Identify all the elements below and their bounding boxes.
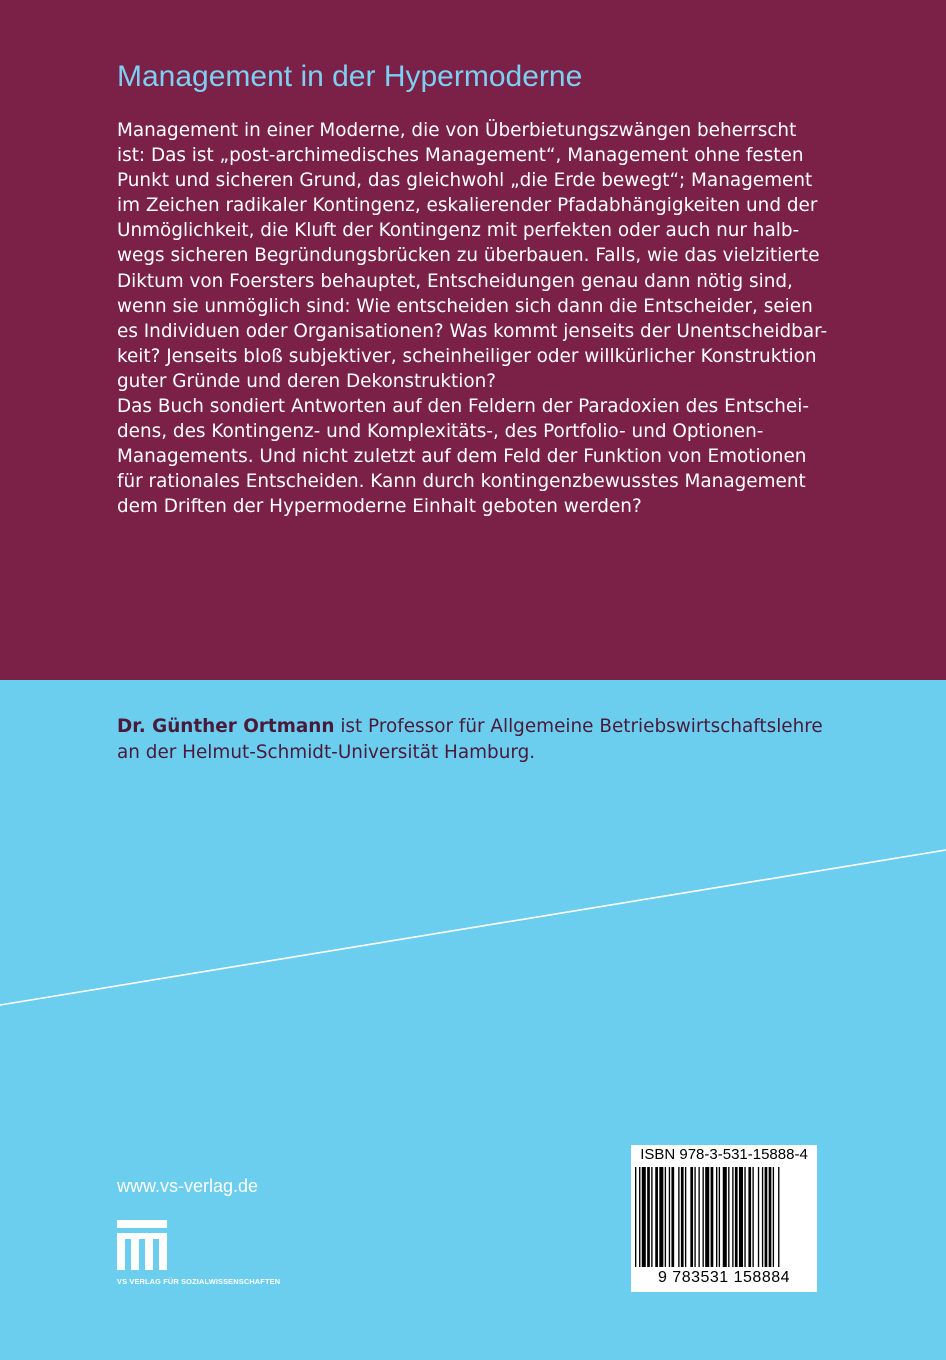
barcode-icon [635,1167,813,1267]
author-bio-line-1 [117,714,823,740]
blurb-line: Das Buch sondiert Antworten auf den Feldern der Paradoxien des Entschei- [117,396,809,418]
blurb-line: Diktum von Foersters behauptet, Entscheidungen genau dann nötig sind, [117,270,793,292]
blurb-line: im Zeichen radikaler Kontingenz, eskalierender Pfadabhängigkeiten und der [117,195,818,217]
blurb-line: dens, des Kontingenz- und Komplexitäts-, des Portfolio- und Optionen- [117,421,764,443]
blurb-line: für rationales Entscheiden. Kann durch kontingenzbewusstes Management [117,471,806,493]
blurb-line: Unmöglichkeit, die Kluft der Kontingenz mit perfekten oder auch nur halb- [117,220,800,242]
author-bio [117,714,823,765]
author-name: Dr. Günther Ortmann [117,716,335,737]
barcode-number: 9 783531 158884 [657,1269,791,1286]
author-bio-line-1-rest: ist Professor für Allgemeine Betriebswirtschaftslehre [334,716,823,737]
blurb-line: ist: Das ist „post-archimedisches Management“, Management ohne festen [117,145,804,167]
isbn-label: ISBN 978-3-531-15888-4 [640,1146,808,1163]
blurb-line: keit? Jenseits bloß subjektiver, scheinheiliger oder willkürlicher Konstruktion [117,345,817,367]
blurb-text [117,118,946,520]
blurb-line: Managements. Und nicht zuletzt auf dem Feld der Funktion von Emotionen [117,446,807,468]
blurb-line: es Individuen oder Organisationen? Was kommt jenseits der Unentscheidbar- [117,320,828,342]
blurb-line: wenn sie unmöglich sind: Wie entscheiden sich dann die Entscheider, seien [117,295,813,317]
blurb-line: wegs sicheren Begründungsbrücken zu überbauen. Falls, wie das vielzitierte [117,245,820,267]
publisher-website[interactable]: www.vs-verlag.de [117,1176,259,1196]
barcode-block [631,1145,817,1292]
vs-verlag-logo-icon [117,1220,167,1270]
blurb-line: guter Gründe und deren Dekonstruktion? [117,370,497,392]
blurb-line: Management in einer Moderne, die von Überbietungszwängen beherrscht [117,120,797,141]
blurb-line: Punkt und sicheren Grund, das gleichwohl „die Erde bewegt“; Management [117,170,813,192]
author-bio-line-2: an der Helmut-Schmidt-Universität Hamburg. [117,741,536,763]
book-title: Management in der Hypermoderne [117,60,583,93]
publisher-name: VS VERLAG FÜR SOZIALWISSENSCHAFTEN [117,1277,281,1286]
blurb-line: dem Driften der Hypermoderne Einhalt geboten werden? [117,496,642,518]
